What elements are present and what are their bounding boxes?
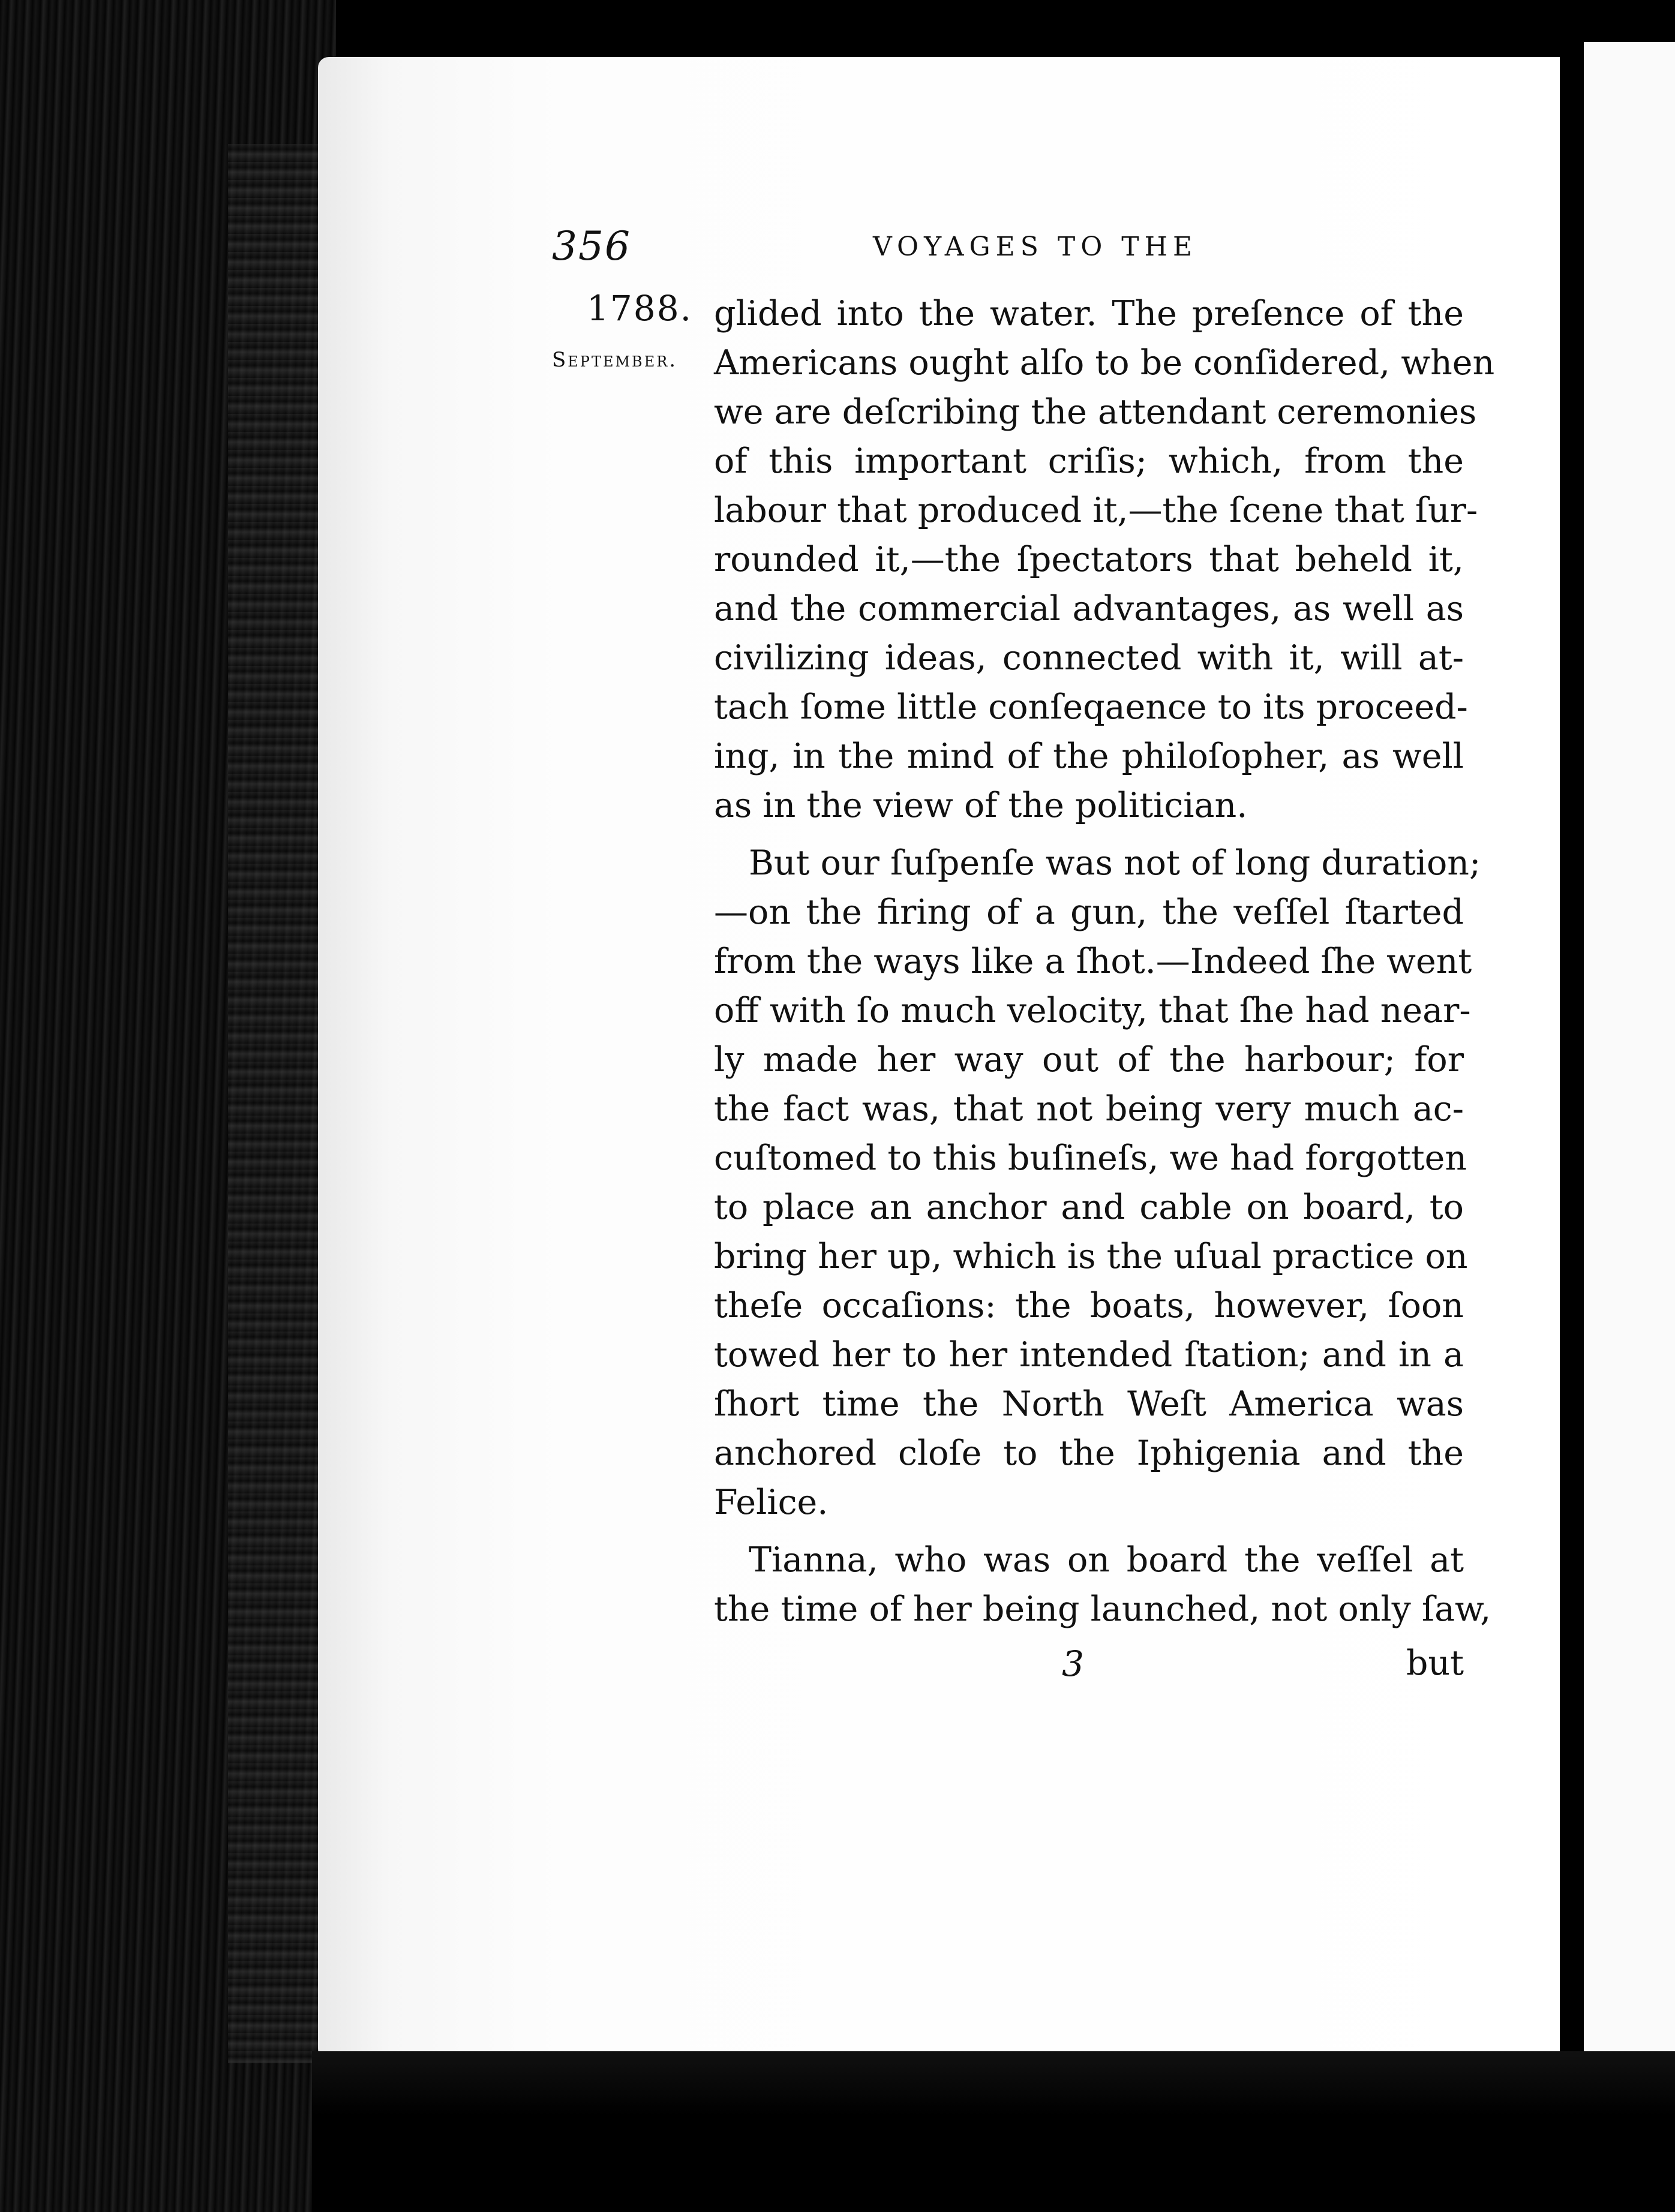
text-line: off with ſo much velocity, that ſhe had near- — [714, 991, 1471, 1030]
page-number: 356 — [552, 223, 631, 269]
catchword: but — [1406, 1643, 1464, 1683]
signature-mark: 3 — [1062, 1643, 1084, 1684]
text-line: ly made her way out of the harbour; for — [714, 1040, 1464, 1080]
text-line: to place an anchor and cable on board, to — [714, 1188, 1464, 1227]
text-line: and the commercial advantages, as well as — [714, 589, 1464, 629]
margin-note-month: September. — [552, 348, 678, 372]
margin-note-year: 1788. — [587, 288, 693, 329]
text-line: of this important criſis; which, from the — [714, 441, 1464, 481]
text-line: the fact was, that not being very much ac- — [714, 1089, 1464, 1129]
text-line: Felice. — [714, 1483, 829, 1522]
text-line: the time of her being launched, not only ſaw, — [714, 1589, 1491, 1629]
text-line: theſe occaſions: the boats, however, ſoon — [714, 1286, 1464, 1326]
text-line: we are deſcribing the attendant ceremonies — [714, 392, 1477, 432]
text-line: Americans ought alſo to be conſidered, when — [714, 343, 1495, 383]
page-footer — [714, 1643, 1464, 1697]
next-page-edge — [1584, 42, 1675, 2081]
text-line: —on the firing of a gun, the veſſel ſtarted — [714, 892, 1464, 932]
running-title: VOYAGES TO THE — [873, 232, 1198, 262]
text-line: Tianna, who was on board the veſſel at — [749, 1540, 1464, 1580]
text-line: towed her to her intended ſtation; and in a — [714, 1335, 1464, 1375]
bottom-shadow — [312, 2051, 1675, 2212]
text-line: ing, in the mind of the philoſopher, as well — [714, 737, 1464, 776]
text-line: labour that produced it,—the ſcene that ſur- — [714, 491, 1478, 530]
paragraph-gap — [714, 830, 1464, 838]
text-line: civilizing ideas, connected with it, will at- — [714, 638, 1464, 678]
gutter-shadow — [1560, 0, 1584, 2212]
paragraph-gap — [714, 1527, 1464, 1535]
body-text — [714, 289, 1495, 1634]
text-line: ſhort time the North Weſt America was — [714, 1384, 1464, 1424]
text-line: tach ſome little conſeqaence to its proceed- — [714, 687, 1468, 727]
text-line: But our ſuſpenſe was not of long duration; — [749, 843, 1481, 883]
text-line: anchored cloſe to the Iphigenia and the — [714, 1433, 1464, 1473]
text-line: rounded it,—the ſpectators that beheld it, — [714, 540, 1464, 579]
running-head — [0, 223, 1675, 271]
text-line: bring her up, which is the uſual practice on — [714, 1237, 1468, 1276]
text-line: cuſtomed to this buſineſs, we had forgotten — [714, 1138, 1467, 1178]
text-line: glided into the water. The preſence of the — [714, 294, 1464, 333]
text-line: as in the view of the politician. — [714, 786, 1248, 825]
text-line: from the ways like a ſhot.—Indeed ſhe went — [714, 942, 1472, 981]
